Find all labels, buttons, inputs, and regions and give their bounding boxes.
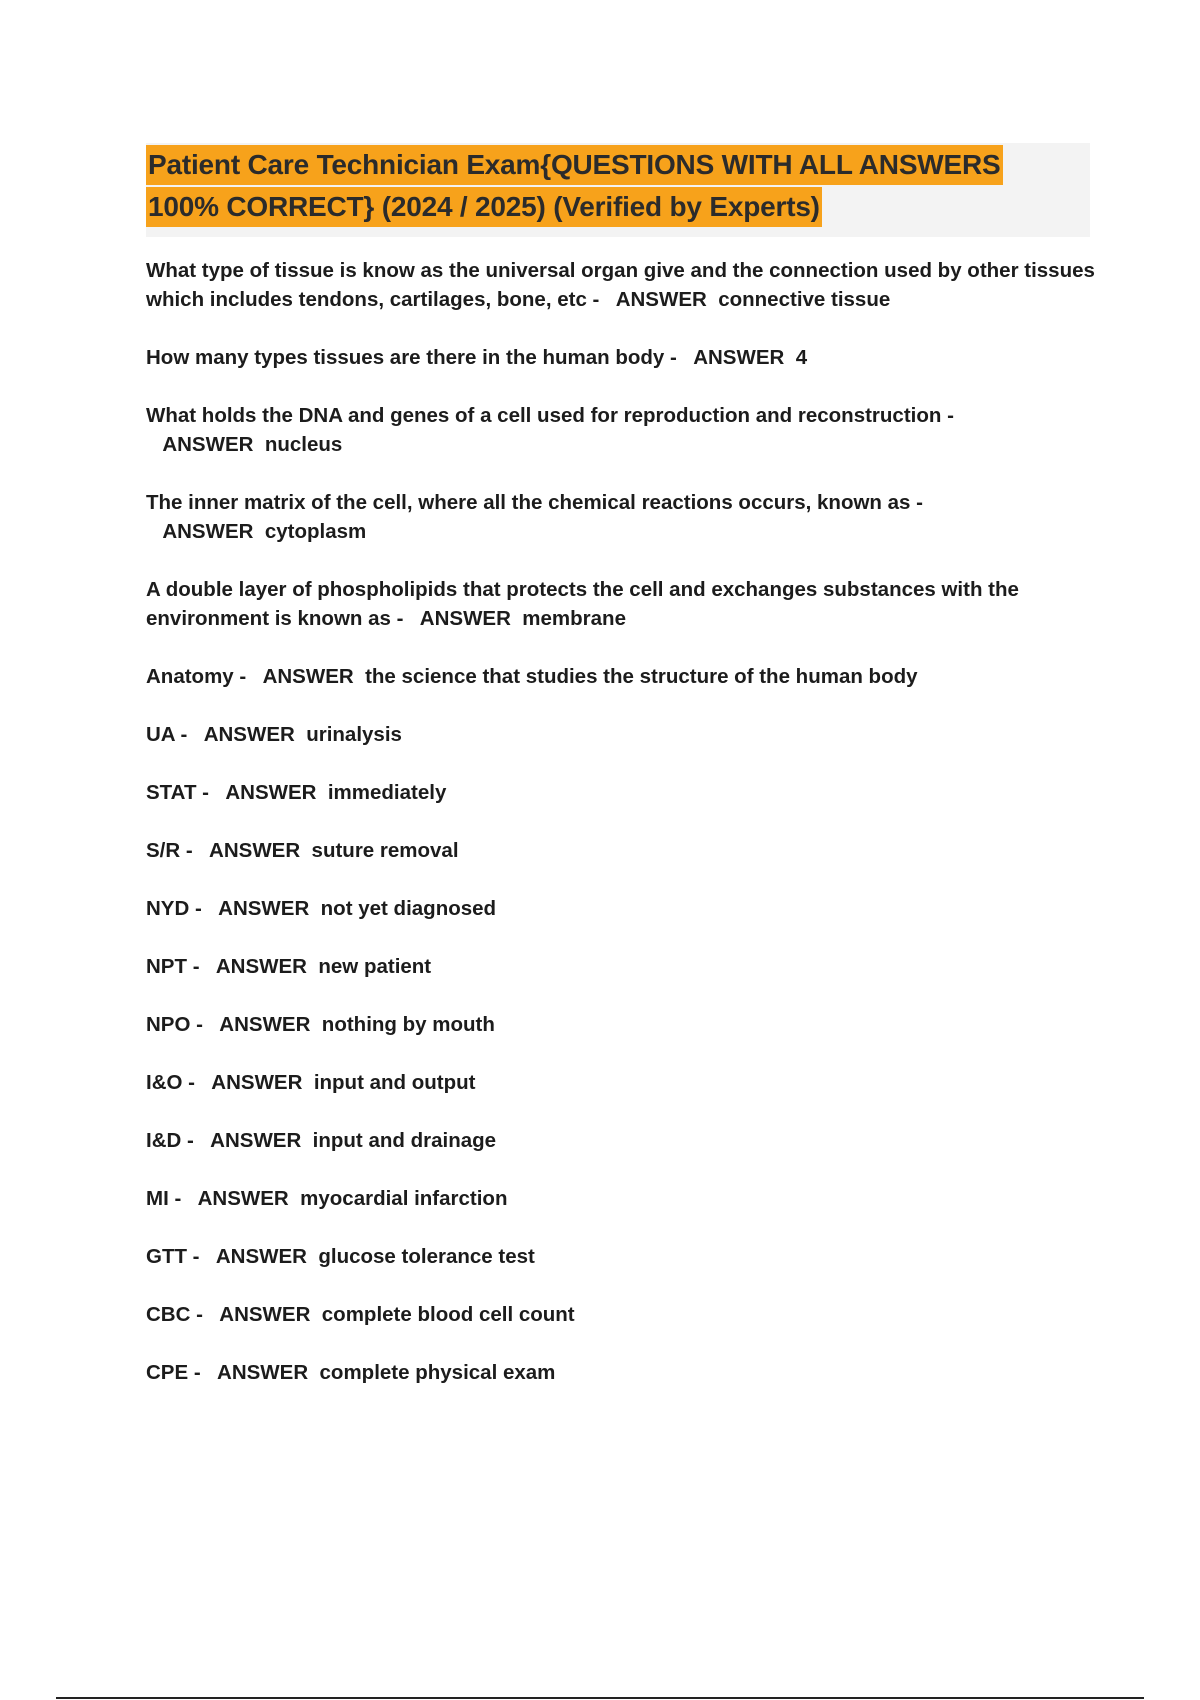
answer-label: ANSWER xyxy=(693,346,785,369)
qa-item xyxy=(146,1300,1096,1329)
qa-item xyxy=(146,488,1096,546)
question-text: What type of tissue is know as the universal organ give and the connection used by other tissues which includes tendons, cartilages, bone, etc - xyxy=(146,259,1095,311)
answer-text: 4 xyxy=(795,346,808,369)
answer-text: suture removal xyxy=(311,839,459,862)
answer-text: immediately xyxy=(327,781,447,804)
question-text: MI - xyxy=(146,1187,182,1210)
qa-item xyxy=(146,1068,1096,1097)
question-text: CBC - xyxy=(146,1303,203,1326)
question-text: I&D - xyxy=(146,1129,194,1152)
question-text: S/R - xyxy=(146,839,193,862)
qa-item xyxy=(146,952,1096,981)
answer-text: not yet diagnosed xyxy=(320,897,497,920)
question-text: NYD - xyxy=(146,897,202,920)
qa-item xyxy=(146,836,1096,865)
answer-text: complete blood cell count xyxy=(321,1303,575,1326)
answer-label: ANSWER xyxy=(217,1361,309,1384)
answer-text: nucleus xyxy=(264,433,343,456)
qa-item xyxy=(146,1184,1096,1213)
answer-label: ANSWER xyxy=(215,955,307,978)
title-line-1: Patient Care Technician Exam{QUESTIONS WITH ALL ANSWERS xyxy=(146,145,1003,185)
answer-text: the science that studies the structure of the human body xyxy=(365,665,918,688)
question-text: I&O - xyxy=(146,1071,195,1094)
answer-text: complete physical exam xyxy=(319,1361,556,1384)
question-text: UA - xyxy=(146,723,188,746)
footer-divider xyxy=(56,1697,1144,1699)
answer-label: ANSWER xyxy=(209,839,301,862)
answer-label: ANSWER xyxy=(162,433,254,456)
question-text: Anatomy - xyxy=(146,665,247,688)
title-line-2: 100% CORRECT} (2024 / 2025) (Verified by Experts) xyxy=(146,187,822,227)
answer-label: ANSWER xyxy=(615,288,707,311)
answer-label: ANSWER xyxy=(215,1245,307,1268)
qa-list xyxy=(146,256,1096,1416)
qa-item xyxy=(146,401,1096,459)
answer-text: cytoplasm xyxy=(264,520,367,543)
answer-text: connective tissue xyxy=(718,288,891,311)
question-text: STAT - xyxy=(146,781,210,804)
answer-text: membrane xyxy=(522,607,626,630)
answer-label: ANSWER xyxy=(203,723,295,746)
qa-item xyxy=(146,662,1096,691)
qa-item xyxy=(146,720,1096,749)
answer-text: new patient xyxy=(318,955,432,978)
answer-label: ANSWER xyxy=(225,781,317,804)
question-text: NPT - xyxy=(146,955,200,978)
answer-text: input and drainage xyxy=(312,1129,497,1152)
question-text: What holds the DNA and genes of a cell used for reproduction and reconstruction - xyxy=(146,404,954,427)
question-text: GTT - xyxy=(146,1245,200,1268)
question-text: CPE - xyxy=(146,1361,201,1384)
answer-label: ANSWER xyxy=(219,1303,311,1326)
answer-text: input and output xyxy=(313,1071,476,1094)
answer-label: ANSWER xyxy=(210,1129,302,1152)
qa-item xyxy=(146,1358,1096,1387)
answer-text: urinalysis xyxy=(306,723,402,746)
answer-label: ANSWER xyxy=(419,607,511,630)
document-title xyxy=(146,143,1090,237)
answer-text: glucose tolerance test xyxy=(318,1245,535,1268)
qa-item xyxy=(146,343,1096,372)
answer-label: ANSWER xyxy=(262,665,354,688)
answer-text: nothing by mouth xyxy=(321,1013,495,1036)
answer-label: ANSWER xyxy=(211,1071,303,1094)
answer-label: ANSWER xyxy=(197,1187,289,1210)
qa-item xyxy=(146,1126,1096,1155)
qa-item xyxy=(146,894,1096,923)
question-text: How many types tissues are there in the human body - xyxy=(146,346,677,369)
answer-text: myocardial infarction xyxy=(300,1187,508,1210)
qa-item xyxy=(146,778,1096,807)
qa-item xyxy=(146,256,1096,314)
qa-item xyxy=(146,1242,1096,1271)
question-text: A double layer of phospholipids that protects the cell and exchanges substances with the environment is known as - xyxy=(146,578,1019,630)
question-text: NPO - xyxy=(146,1013,203,1036)
answer-label: ANSWER xyxy=(162,520,254,543)
answer-label: ANSWER xyxy=(218,897,310,920)
qa-item xyxy=(146,1010,1096,1039)
qa-item xyxy=(146,575,1096,633)
answer-label: ANSWER xyxy=(219,1013,311,1036)
question-text: The inner matrix of the cell, where all the chemical reactions occurs, known as - xyxy=(146,491,923,514)
